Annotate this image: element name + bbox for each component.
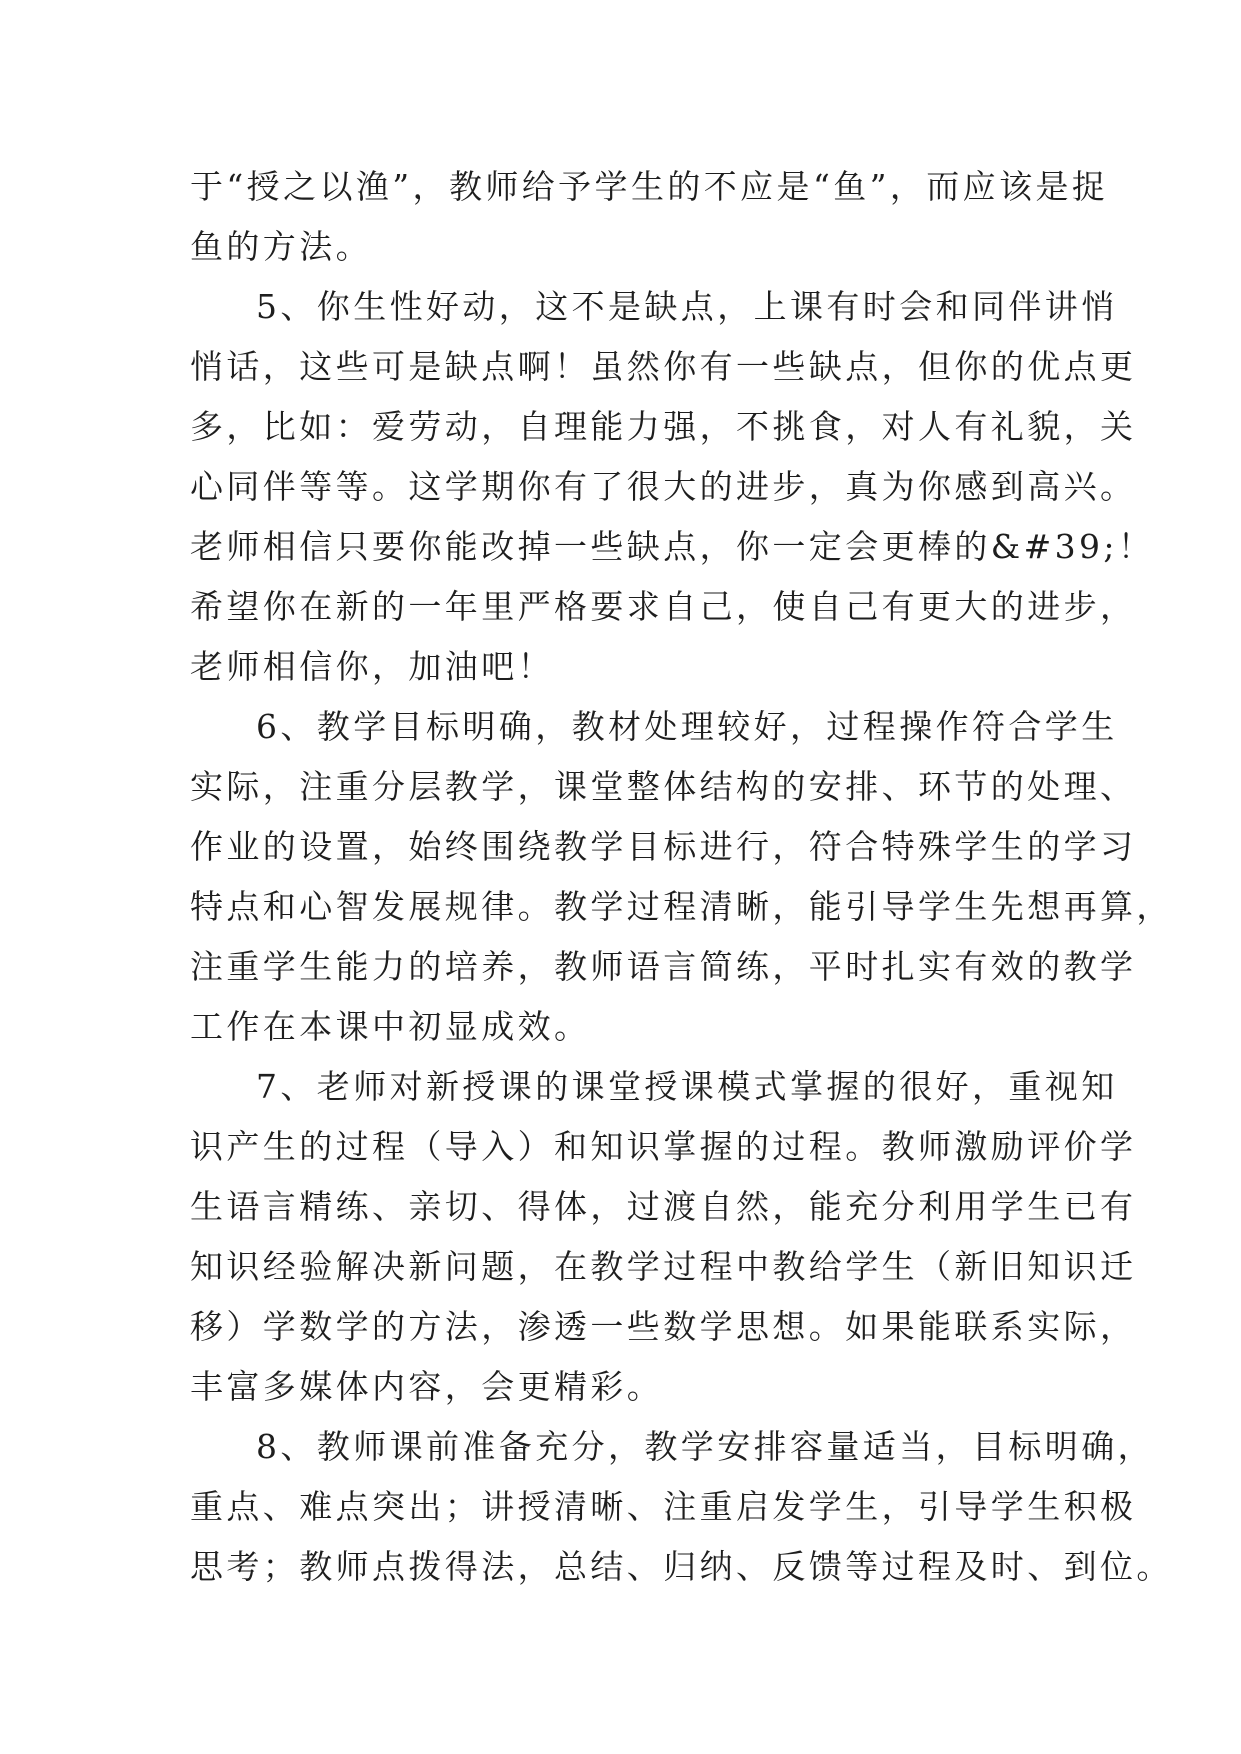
text-line: 6、教学目标明确，教材处理较好，过程操作符合学生 [256,707,1118,746]
text-line: 思考；教师点拨得法，总结、归纳、反馈等过程及时、到位。 [190,1547,1173,1586]
text-line: 重点、难点突出；讲授清晰、注重启发学生，引导学生积极 [190,1487,1137,1526]
text-line: 移）学数学的方法，渗透一些数学思想。如果能联系实际， [190,1307,1137,1346]
text-line: 作业的设置，始终围绕教学目标进行，符合特殊学生的学习 [190,827,1137,866]
document-body [190,157,1173,1597]
paragraph-continuation [190,157,1109,277]
text-line: 老师相信只要你能改掉一些缺点，你一定会更棒的&#39;！ [190,527,1155,566]
text-line: 心同伴等等。这学期你有了很大的进步，真为你感到高兴。 [190,467,1137,506]
text-line: 知识经验解决新问题，在教学过程中教给学生（新旧知识迁 [190,1247,1137,1286]
paragraph-item-7 [190,1057,1137,1417]
text-line: 老师相信你，加油吧！ [190,647,554,686]
text-line: 丰富多媒体内容，会更精彩。 [190,1367,664,1406]
text-line: 工作在本课中初显成效。 [190,1007,591,1046]
text-line: 8、教师课前准备充分，教学安排容量适当，目标明确， [256,1427,1154,1466]
text-line: 于“授之以渔”，教师给予学生的不应是“鱼”，而应该是捉 [190,167,1109,206]
text-line: 希望你在新的一年里严格要求自己，使自己有更大的进步， [190,587,1137,626]
text-line: 注重学生能力的培养，教师语言简练，平时扎实有效的教学 [190,947,1137,986]
paragraph-item-6 [190,697,1173,1057]
text-line: 7、老师对新授课的课堂授课模式掌握的很好，重视知 [256,1067,1118,1106]
paragraph-item-8 [190,1417,1173,1597]
text-line: 鱼的方法。 [190,227,372,266]
text-line: 多，比如：爱劳动，自理能力强，不挑食，对人有礼貌，关 [190,407,1137,446]
text-line: 悄话，这些可是缺点啊！虽然你有一些缺点，但你的优点更 [190,347,1137,386]
text-line: 实际，注重分层教学，课堂整体结构的安排、环节的处理、 [190,767,1137,806]
paragraph-item-5 [190,277,1155,697]
text-line: 5、你生性好动，这不是缺点，上课有时会和同伴讲悄 [256,287,1118,326]
text-line: 生语言精练、亲切、得体，过渡自然，能充分利用学生已有 [190,1187,1137,1226]
text-line: 识产生的过程（导入）和知识掌握的过程。教师激励评价学 [190,1127,1137,1166]
text-line: 特点和心智发展规律。教学过程清晰，能引导学生先想再算， [190,887,1173,926]
